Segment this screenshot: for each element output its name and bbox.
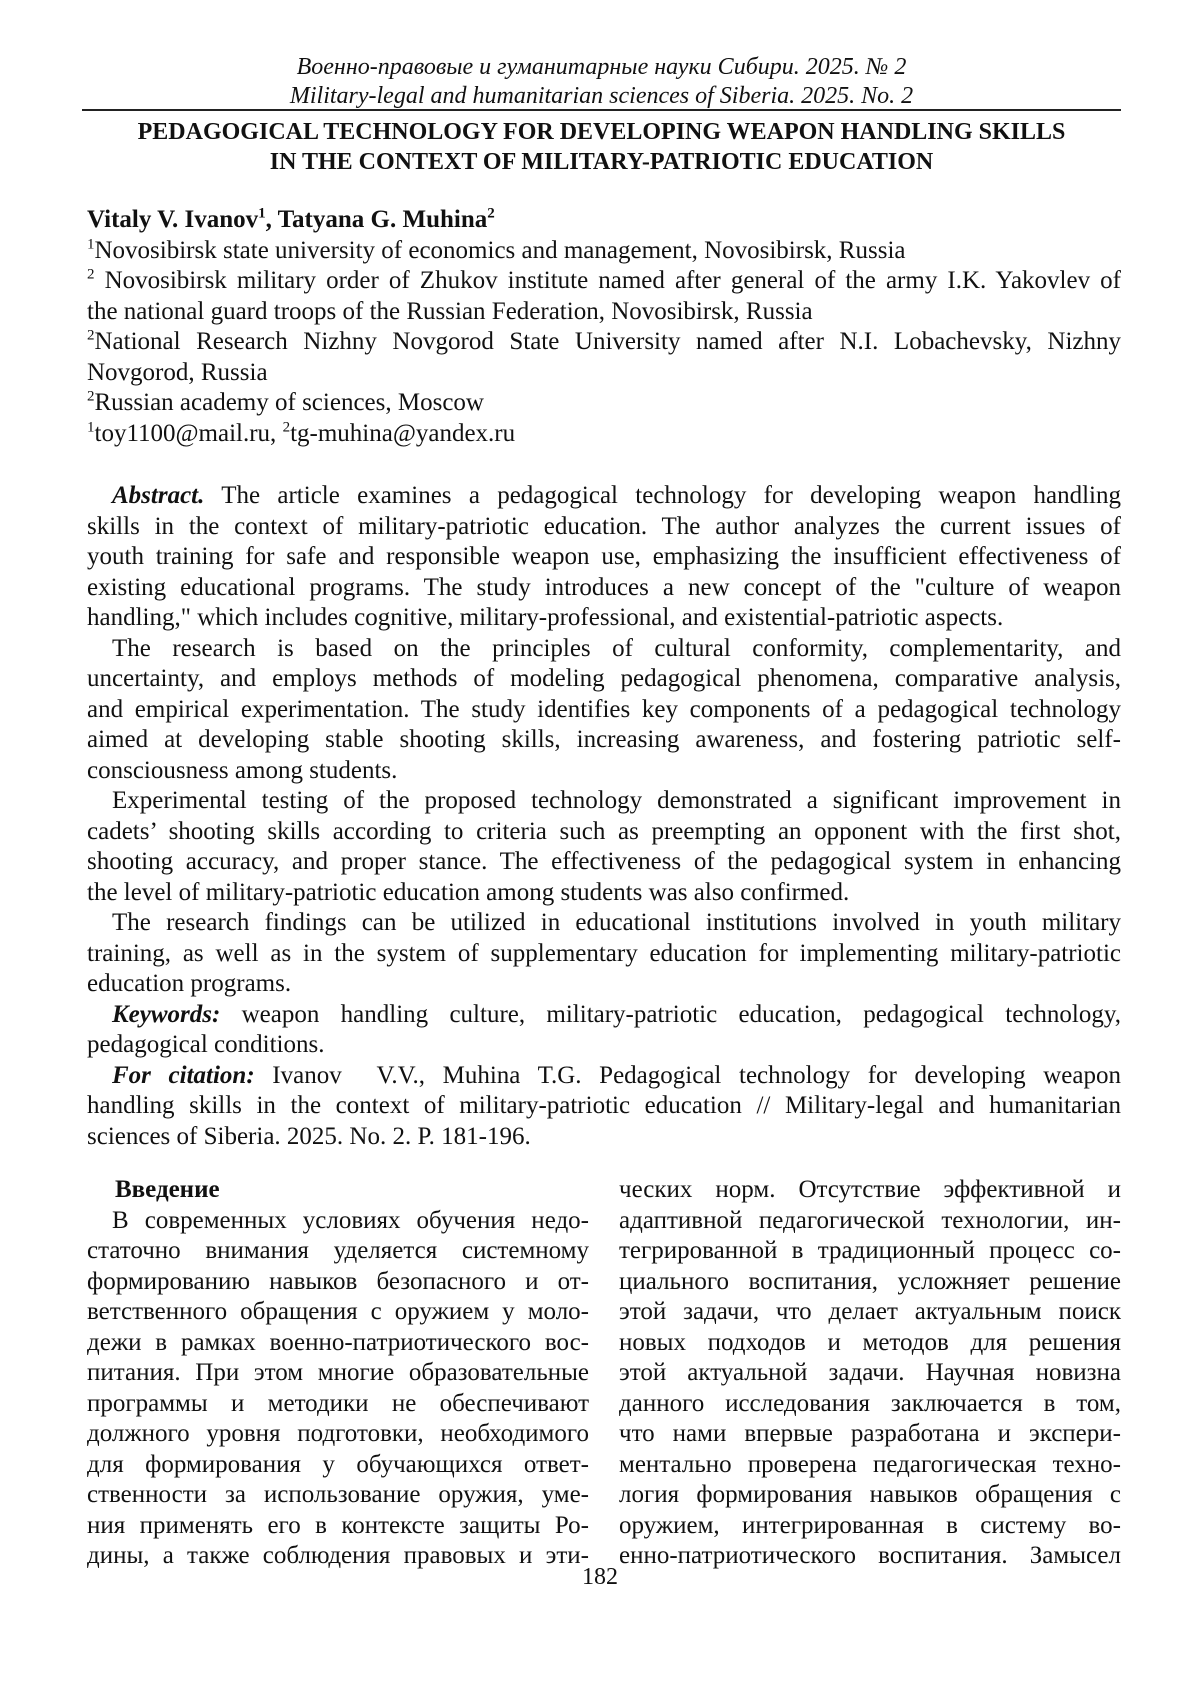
author-affil-ref: 1 — [258, 205, 266, 222]
body-line: адаптивной педагогической технологии, ин- — [619, 1206, 1121, 1234]
journal-title-ru: Военно-правовые и гуманитарные науки Сибири. 2025. № 2 — [296, 54, 907, 80]
abstract-lead: For citation: — [112, 1061, 255, 1089]
body-line: ческих норм. Отсутствие эффективной и — [619, 1176, 1121, 1203]
abstract-text: aimed at developing stable shooting skills, increasing awareness, and fostering patriotic self- — [87, 726, 1121, 753]
abstract-text: sciences of Siberia. 2025. No. 2. P. 181-196. — [87, 1122, 531, 1150]
abstract-line — [87, 664, 1121, 695]
affiliation-ref: 2 — [87, 327, 95, 344]
abstract-text: uncertainty, and employs methods of modeling pedagogical phenomena, comparative analysis, — [87, 665, 1121, 692]
abstract-line — [87, 786, 1121, 817]
body-line: ственности за использование оружия, уме- — [87, 1481, 589, 1508]
body-line: этой актуальной задачи. Научная новизна — [619, 1359, 1121, 1386]
abstract-line — [87, 1091, 1121, 1122]
abstract-line — [87, 481, 1121, 512]
abstract-line — [87, 573, 1121, 604]
abstract-line — [87, 695, 1121, 726]
abstract-line — [87, 878, 1121, 909]
emails — [87, 419, 1121, 450]
affiliation-text: Novgorod, Russia — [87, 358, 268, 386]
body-line: логия формирования навыков обращения с — [619, 1481, 1121, 1508]
abstract-text: cadets’ shooting skills according to criteria such as preempting an opponent with the first shot, — [87, 817, 1121, 845]
abstract-text: the level of military-patriotic education among students was also confirmed. — [87, 878, 850, 906]
page-number: 182 — [582, 1564, 618, 1590]
affiliation-ref: 2 — [87, 388, 95, 405]
email-ref: 2 — [282, 419, 291, 436]
title-line: IN THE CONTEXT OF MILITARY-PATRIOTIC EDUCATION — [269, 149, 934, 175]
abstract-text: shooting accuracy, and proper stance. The effectiveness of the pedagogical system in enhancing — [87, 848, 1121, 875]
body-line: программы и методики не обеспечивают — [87, 1389, 589, 1417]
abstract-line — [87, 1030, 1121, 1061]
affiliation-ref: 1 — [87, 236, 95, 253]
body-line: оружием, интегрированная в систему во- — [619, 1511, 1121, 1539]
abstract-line — [87, 969, 1121, 1000]
affiliation-text: the national guard troops of the Russian Federation, Novosibirsk, Russia — [87, 297, 813, 325]
affiliation-ref: 2 — [87, 266, 95, 283]
abstract-line — [87, 939, 1121, 970]
body-line: В современных условиях обучения недо- — [112, 1206, 589, 1234]
affiliation-line — [87, 327, 1121, 358]
abstract-text: Experimental testing of the proposed technology demonstrated a significant improvement in — [112, 787, 1121, 814]
body-line: ния применять его в контексте защиты Ро- — [87, 1511, 589, 1539]
abstract-text: training, as well as in the system of supplementary education for implementing military-patriotic — [87, 939, 1121, 967]
affiliation-line — [87, 388, 1121, 419]
affiliation-text: National Research Nizhny Novgorod State University named after N.I. Lobachevsky, Nizhny — [94, 328, 1121, 355]
abstract-text: youth training for safe and responsible weapon use, emphasizing the insufficient effectiveness of — [87, 543, 1121, 570]
abstract-lead: Keywords: — [112, 1000, 221, 1028]
abstract-text: handling," which includes cognitive, military-professional, and existential-patriotic aspects. — [87, 604, 1004, 631]
abstract-text: The research is based on the principles of cultural conformity, complementarity, and — [112, 634, 1121, 662]
body-line: дины, а также соблюдения правовых и эти- — [87, 1542, 589, 1569]
affiliation-line — [87, 266, 1121, 297]
header-rule — [82, 109, 1121, 111]
abstract-text: pedagogical conditions. — [87, 1031, 325, 1058]
body-line: енно-патриотического воспитания. Замысел — [619, 1542, 1121, 1569]
abstract-line — [87, 908, 1121, 939]
body-line: этой задачи, что делает актуальным поиск — [619, 1298, 1121, 1325]
affiliation-text: Novosibirsk state university of economics and management, Novosibirsk, Russia — [94, 236, 906, 264]
journal-title-en: Military-legal and humanitarian sciences of Siberia. 2025. No. 2 — [289, 83, 914, 109]
body-line: ментально проверена педагогическая техно- — [619, 1450, 1121, 1478]
abstract-lead: Abstract. — [112, 482, 205, 509]
authors — [87, 205, 1121, 449]
abstract-line — [87, 725, 1121, 756]
email-link[interactable]: toy1100@mail.ru, — [94, 419, 283, 447]
abstract-text: and empirical experimentation. The study identifies key components of a pedagogical technology — [87, 695, 1121, 723]
abstract-text: weapon handling culture, military-patriotic education, pedagogical technology, — [220, 1000, 1121, 1028]
abstract-line — [87, 817, 1121, 848]
body-line: питания. При этом многие образовательные — [87, 1359, 589, 1386]
abstract — [87, 481, 1121, 1152]
body-line: дежи в рамках военно-патриотического вос- — [87, 1328, 589, 1356]
abstract-text: The research findings can be utilized in educational institutions involved in youth military — [112, 909, 1121, 936]
body-line: статочно внимания уделяется системному — [87, 1237, 589, 1264]
body-column-left — [87, 1175, 589, 1572]
body-line: новых подходов и методов для решения — [619, 1328, 1121, 1356]
body-line: данного исследования заключается в том, — [619, 1389, 1121, 1417]
abstract-line — [87, 1122, 1121, 1153]
body-line: что нами впервые разработана и экспери- — [619, 1420, 1121, 1447]
abstract-text: education programs. — [87, 970, 292, 997]
body-line: должного уровня подготовки, необходимого — [87, 1420, 589, 1447]
abstract-line — [87, 1061, 1121, 1092]
abstract-text: consciousness among students. — [87, 756, 398, 784]
author-separator: , — [265, 206, 278, 233]
author-name: Vitaly V. Ivanov — [87, 206, 259, 233]
abstract-text: The article examines a pedagogical technology for developing weapon handling — [204, 482, 1121, 509]
abstract-line — [87, 756, 1121, 787]
author-affil-ref: 2 — [487, 205, 495, 222]
body-line: циального воспитания, усложняет решение — [619, 1267, 1121, 1295]
author-name: Tatyana G. Muhina — [277, 206, 488, 233]
abstract-line — [87, 603, 1121, 634]
body-line: для формирования у обучающихся ответ- — [87, 1450, 589, 1478]
article-title — [82, 117, 1121, 177]
email-link[interactable]: tg-muhina@yandex.ru — [290, 419, 516, 447]
abstract-line — [87, 847, 1121, 878]
body-column-right — [619, 1175, 1121, 1572]
affiliation-line — [87, 236, 1121, 267]
body-line: формированию навыков безопасного и от- — [87, 1267, 589, 1295]
affiliation-text: Novosibirsk military order of Zhukov institute named after general of the army I.K. Yakovlev of — [94, 267, 1121, 294]
affiliation-line — [87, 297, 1121, 328]
abstract-text: Ivanov V.V., Muhina T.G. Pedagogical technology for developing weapon — [254, 1061, 1121, 1089]
affiliation-line — [87, 358, 1121, 389]
abstract-text: existing educational programs. The study introduces a new concept of the "culture of weapon — [87, 573, 1121, 601]
abstract-line — [87, 512, 1121, 543]
body-line: тегрированной в традиционный процесс со- — [619, 1237, 1121, 1264]
abstract-text: skills in the context of military-patriotic education. The author analyzes the current issues of — [87, 512, 1121, 540]
abstract-line — [87, 542, 1121, 573]
title-line: PEDAGOGICAL TECHNOLOGY FOR DEVELOPING WEAPON HANDLING SKILLS — [137, 119, 1066, 145]
body-line: ветственного обращения с оружием у моло- — [87, 1298, 589, 1325]
section-heading: Введение — [115, 1176, 220, 1203]
email-ref: 1 — [87, 419, 95, 436]
abstract-line — [87, 1000, 1121, 1031]
affiliation-text: Russian academy of sciences, Moscow — [94, 389, 484, 416]
journal-header — [82, 53, 1121, 111]
abstract-line — [87, 634, 1121, 665]
affiliations — [87, 236, 1121, 419]
abstract-text: handling skills in the context of military-patriotic education // Military-legal and humanitarian — [87, 1092, 1121, 1119]
